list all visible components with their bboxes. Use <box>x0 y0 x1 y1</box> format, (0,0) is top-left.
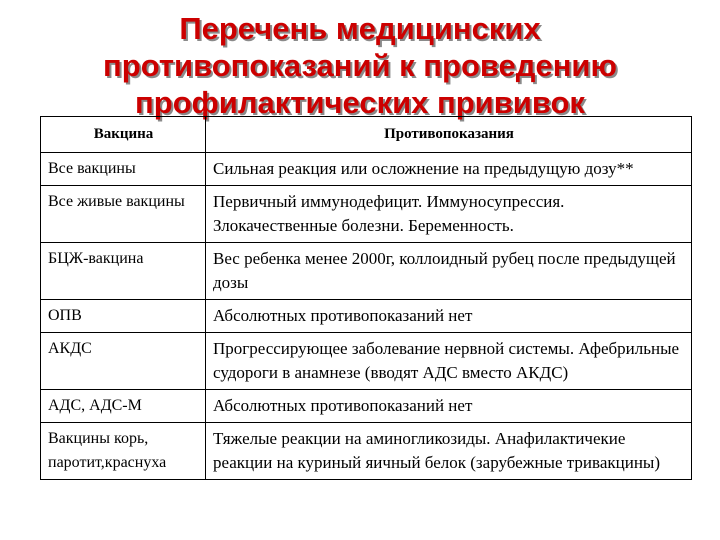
contraindications-cell: Тяжелые реакции на аминогликозиды. Анафилактичекие реакции на куриный яичный белок (зарубежные тривакцины) <box>206 423 692 480</box>
page-title <box>0 10 720 121</box>
contraindications-cell: Вес ребенка менее 2000г, коллоидный рубец после предыдущей дозы <box>206 243 692 300</box>
header-vaccine: Вакцина <box>41 117 206 153</box>
header-contraindications: Противопоказания <box>206 117 692 153</box>
contraindications-cell: Сильная реакция или осложнение на предыдущую дозу** <box>206 153 692 186</box>
vaccine-cell: Вакцины корь, паротит,краснуха <box>41 423 206 480</box>
contraindications-cell: Абсолютных противопоказаний нет <box>206 390 692 423</box>
title-line-2: противопоказаний к проведению <box>103 48 617 83</box>
contraindications-cell: Абсолютных противопоказаний нет <box>206 300 692 333</box>
contraindications-cell: Прогрессирующее заболевание нервной системы. Афебрильные судороги в анамнезе (вводят АДС вместо АКДС) <box>206 333 692 390</box>
table-header-row <box>41 117 692 153</box>
table-row <box>41 333 692 390</box>
vaccine-cell: БЦЖ-вакцина <box>41 243 206 300</box>
table-row <box>41 186 692 243</box>
contraindications-table <box>40 116 692 480</box>
title-line-1: Перечень медицинских <box>179 11 541 46</box>
table-row <box>41 300 692 333</box>
title-line-3: профилактических прививок <box>135 85 585 120</box>
vaccine-cell: АДС, АДС-М <box>41 390 206 423</box>
table-row <box>41 390 692 423</box>
vaccine-cell: АКДС <box>41 333 206 390</box>
vaccine-cell: Все вакцины <box>41 153 206 186</box>
table-row <box>41 153 692 186</box>
contraindications-cell: Первичный иммунодефицит. Иммуносупрессия. Злокачественные болезни. Беременность. <box>206 186 692 243</box>
table-row <box>41 243 692 300</box>
vaccine-cell: Все живые вакцины <box>41 186 206 243</box>
table-row <box>41 423 692 480</box>
vaccine-cell: ОПВ <box>41 300 206 333</box>
